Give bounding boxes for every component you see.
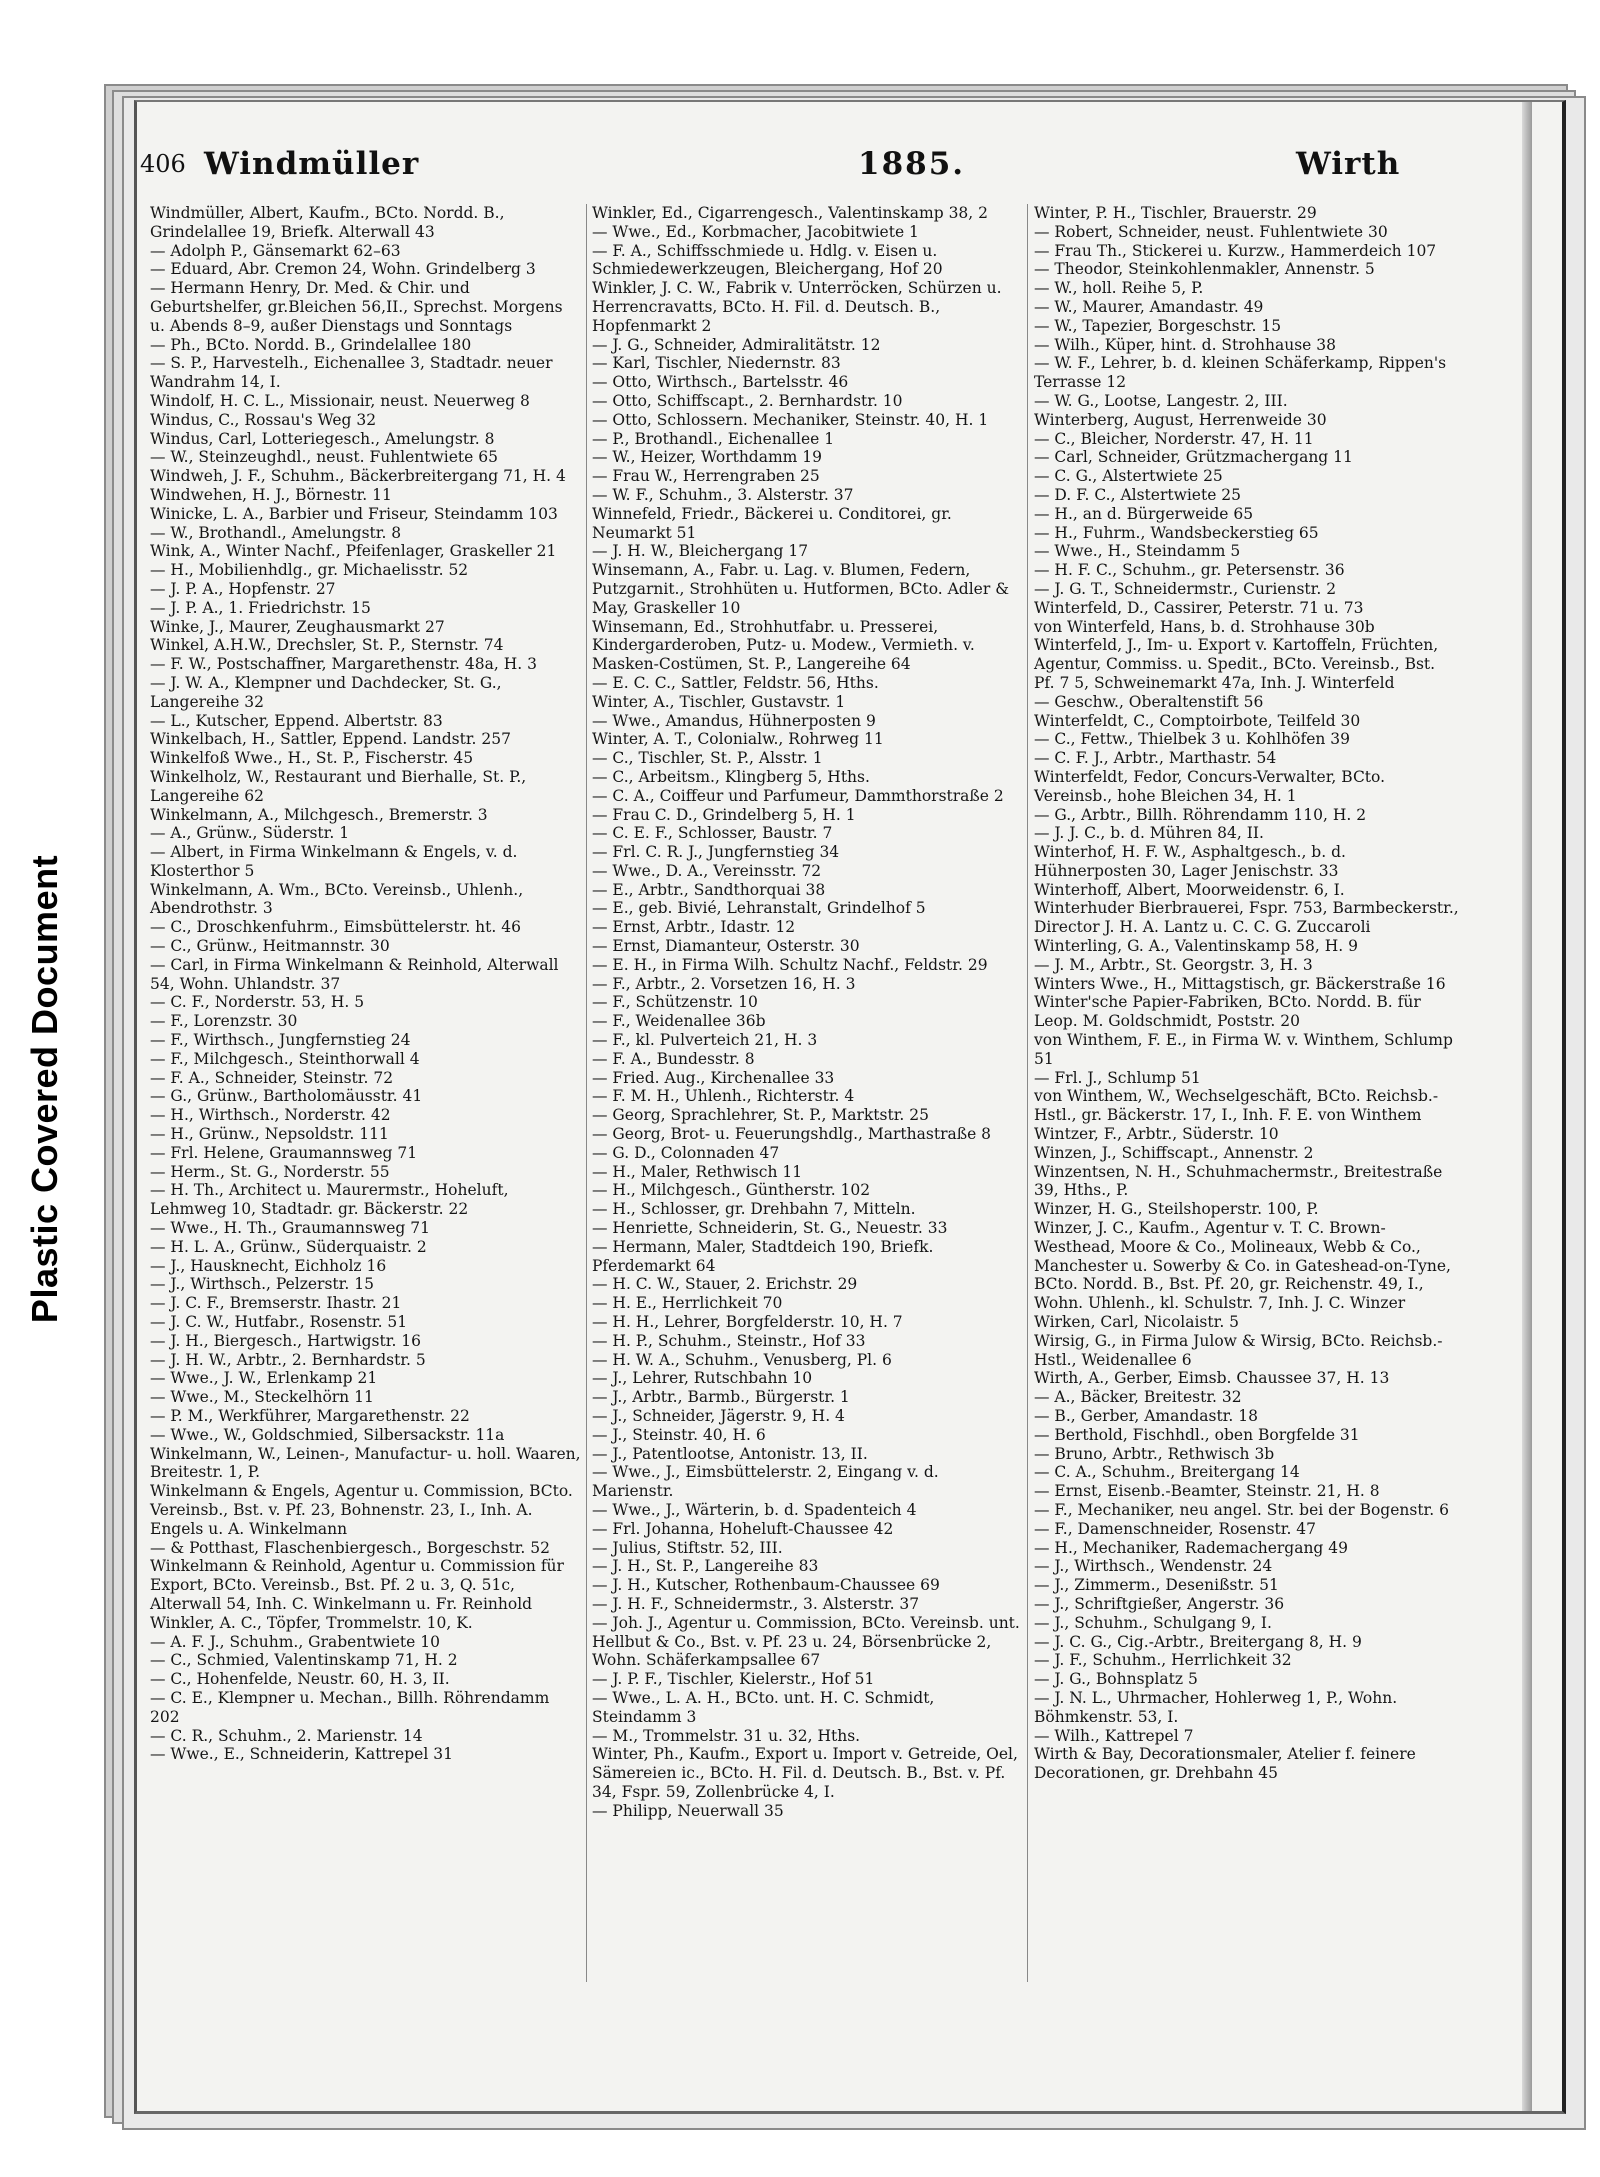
directory-entry: — C., Grünw., Heitmannstr. 30 [150,937,390,956]
directory-entry: Winterhoff, Albert, Moorweidenstr. 6, I. [1034,880,1345,899]
directory-entry: — Frl. C. R. J., Jungfernstieg 34 [592,843,840,862]
directory-entry: — Ernst, Diamanteur, Osterstr. 30 [592,937,860,956]
directory-entry: Winzer, H. G., Steilshoperstr. 100, P. [1034,1200,1319,1219]
directory-entry: — Ernst, Eisenb.-Beamter, Steinstr. 21, H. 8 [1034,1482,1380,1501]
directory-entry: — Frl. Helene, Graumannsweg 71 [150,1143,418,1162]
directory-entry: — F., Wirthsch., Jungfernstieg 24 [150,1031,411,1050]
directory-entry: Wintzer, F., Arbtr., Süderstr. 10 [1034,1125,1279,1144]
directory-entry: — Theodor, Steinkohlenmakler, Annenstr. 5 [1034,260,1375,279]
directory-entry: Winter, P. H., Tischler, Brauerstr. 29 [1034,204,1317,222]
directory-entry: — Bruno, Arbtr., Rethwisch 3b [1034,1444,1275,1463]
directory-entry: — Georg, Brot- u. Feuerungshdlg., Marthastraße 8 [592,1125,992,1144]
directory-entry: — H., Milchgesch., Güntherstr. 102 [592,1181,871,1200]
directory-entry: Winkelmann & Engels, Agentur u. Commission, BCto. Vereinsb., Bst. v. Pf. 23, Bohnenstr. 23, I., Inh. A. Engels u. A. Winkelmann [150,1482,573,1538]
directory-entry: — H., Mobilienhdlg., gr. Michaelisstr. 52 [150,561,469,580]
directory-entry: — W., Brothandl., Amelungstr. 8 [150,523,402,542]
directory-entry: — Wwe., H., Steindamm 5 [1034,542,1241,561]
directory-entry: — C., Fettw., Thielbek 3 u. Kohlhöfen 39 [1034,730,1351,749]
directory-entry: — C. E., Klempner u. Mechan., Billh. Röhrendamm 202 [150,1688,550,1726]
directory-entry: — H. H., Lehrer, Borgfelderstr. 10, H. 7 [592,1313,903,1332]
directory-entry: — Wwe., Amandus, Hühnerposten 9 [592,711,876,730]
directory-entry: — H. W. A., Schuhm., Venusberg, Pl. 6 [592,1350,892,1369]
directory-entry: Winterfeldt, Fedor, Concurs-Verwalter, BCto. Vereinsb., hohe Bleichen 34, H. 1 [1034,767,1386,805]
directory-entry: — J. H., Biergesch., Hartwigstr. 16 [150,1331,422,1350]
directory-entry: — C. E. F., Schlosser, Baustr. 7 [592,824,833,843]
directory-entry: — Hermann, Maler, Stadtdeich 190, Briefk. Pferdemarkt 64 [592,1237,934,1275]
directory-entry: — C. R., Schuhm., 2. Marienstr. 14 [150,1726,423,1745]
directory-entry: — J. C. F., Bremserstr. Ihastr. 21 [150,1294,402,1313]
directory-entry: — J., Schneider, Jägerstr. 9, H. 4 [592,1407,845,1425]
directory-entry: — Ph., BCto. Nordd. B., Grindelallee 180 [150,335,472,354]
directory-entry: — W. G., Lootse, Langestr. 2, III. [1034,391,1288,410]
directory-entry: — G., Grünw., Bartholomäusstr. 41 [150,1087,423,1106]
directory-entry: — W., holl. Reihe 5, P. [1034,279,1204,298]
directory-entry: Winterfeld, D., Cassirer, Peterstr. 71 u. 73 [1034,598,1364,617]
directory-entry: — E., Arbtr., Sandthorquai 38 [592,880,826,899]
directory-entry: — J. W. A., Klempner und Dachdecker, St. G., Langereihe 32 [150,673,502,711]
directory-entry: — B., Gerber, Amandastr. 18 [1034,1407,1258,1425]
directory-entry: — H., Maler, Rethwisch 11 [592,1162,803,1181]
directory-entry: — J. C. G., Cig.-Arbtr., Breitergang 8, H. 9 [1034,1632,1362,1651]
directory-entry: — F. M. H., Uhlenh., Richterstr. 4 [592,1087,855,1106]
directory-entry: — Wilh., Küper, hint. d. Strohhause 38 [1034,335,1336,354]
directory-entry: — J., Arbtr., Barmb., Bürgerstr. 1 [592,1388,850,1407]
directory-entry: Winter'sche Papier-Fabriken, BCto. Nordd. B. für Leop. M. Goldschmidt, Poststr. 20 [1034,993,1421,1031]
directory-entry: — S. P., Harvestelh., Eichenallee 3, Stadtadr. neuer Wandrahm 14, I. [150,354,553,392]
header-year: 1885. [858,146,966,182]
directory-entry: — C., Schmied, Valentinskamp 71, H. 2 [150,1651,458,1670]
page-number: 406 [140,150,186,178]
directory-entry: — & Potthast, Flaschenbiergesch., Borgeschstr. 52 [150,1538,550,1557]
directory-entry: — F., Schützenstr. 10 [592,993,758,1012]
directory-entry: — J., Lehrer, Rutschbahn 10 [592,1369,813,1388]
directory-entry: — J. C. W., Hutfabr., Rosenstr. 51 [150,1313,408,1332]
column-rule-right [1027,204,1028,1982]
running-header [140,146,1401,192]
directory-entry: — F., Damenschneider, Rosenstr. 47 [1034,1519,1317,1538]
directory-entry: — J. G. T., Schneidermstr., Curienstr. 2 [1034,579,1337,598]
directory-entry: — C., Droschkenfuhrm., Eimsbüttelerstr. ht. 46 [150,918,521,937]
directory-entry: — Carl, Schneider, Grützmachergang 11 [1034,448,1353,467]
directory-entry: — Wwe., Ed., Korbmacher, Jacobitwiete 1 [592,222,919,241]
directory-entry: — D. F. C., Alstertwiete 25 [1034,485,1242,504]
header-left-word: Windmüller [204,146,420,182]
directory-entry: — Frl. J., Schlump 51 [1034,1068,1201,1087]
directory-entry: — E., geb. Bivié, Lehranstalt, Grindelhof 5 [592,899,926,918]
header-right-word: Wirth [1296,146,1401,182]
directory-entry: — J., Patentlootse, Antonistr. 13, II. [592,1444,868,1463]
directory-entry: — Otto, Wirthsch., Bartelsstr. 46 [592,373,849,392]
directory-entry: — G., Arbtr., Billh. Röhrendamm 110, H. 2 [1034,805,1367,824]
directory-entry: — W., Tapezier, Borgeschstr. 15 [1034,316,1282,335]
directory-entry: — W., Maurer, Amandastr. 49 [1034,297,1264,316]
directory-entry: — Otto, Schlossern. Mechaniker, Steinstr. 40, H. 1 [592,410,989,429]
directory-entry: Wirken, Carl, Nicolaistr. 5 [1034,1313,1240,1332]
directory-entry: Winter, A. T., Colonialw., Rohrweg 11 [592,730,884,749]
directory-entry: — Joh. J., Agentur u. Commission, BCto. Vereinsb. unt. Hellbut & Co., Bst. v. Pf. 23 u. 24, Börsenbrücke 2, Wohn. Schäferkampsallee 67 [592,1613,1020,1670]
directory-entry: Winsemann, A., Fabr. u. Lag. v. Blumen, Federn, Putzgarnit., Strohhüten u. Hutformen, BCto. Adler & May, Graskeller 10 [592,561,1009,617]
directory-entry: Windweh, J. F., Schuhm., Bäckerbreitergang 71, H. 4 [150,467,566,486]
directory-entry: — F., Lorenzstr. 30 [150,1012,298,1031]
directory-entry: — J. N. L., Uhrmacher, Hohlerweg 1, P., Wohn. Böhmkenstr. 53, I. [1034,1688,1398,1726]
directory-entry: — C., Arbeitsm., Klingberg 5, Hths. [592,767,870,786]
directory-entry: — H., Mechaniker, Rademachergang 49 [1034,1538,1349,1557]
directory-entry: — A. F. J., Schuhm., Grabentwiete 10 [150,1632,440,1651]
directory-entry: — H., Schlosser, gr. Drehbahn 7, Mitteln. [592,1200,916,1219]
directory-entry: — W., Heizer, Worthdamm 19 [592,448,823,467]
directory-entry: — Wwe., E., Schneiderin, Kattrepel 31 [150,1745,453,1764]
directory-entry: — F., kl. Pulverteich 21, H. 3 [592,1031,818,1050]
directory-entry: — Wwe., J., Eimsbüttelerstr. 2, Eingang v. d. Marienstr. [592,1463,939,1501]
directory-entry: Windus, C., Rossau's Weg 32 [150,410,377,429]
directory-entry: — Wwe., M., Steckelhörn 11 [150,1388,374,1407]
directory-entry: — F., Arbtr., 2. Vorsetzen 16, H. 3 [592,974,856,993]
directory-entry: — H. P., Schuhm., Steinstr., Hof 33 [592,1331,866,1350]
directory-entry: Winter, Ph., Kaufm., Export u. Import v. Getreide, Oel, Sämereien ic., BCto. H. Fil. d. Deutsch. B., Bst. v. Pf. 34, Fspr. 59, Zollenbrücke 4, I. [592,1745,1018,1801]
directory-entry: — P., Brothandl., Eichenallee 1 [592,429,835,448]
directory-entry: — J. M., Arbtr., St. Georgstr. 3, H. 3 [1034,955,1313,974]
directory-entry: — E. C. C., Sattler, Feldstr. 56, Hths. [592,673,879,692]
directory-entry: — Geschw., Oberaltenstift 56 [1034,692,1264,711]
directory-entry: — W. F., Lehrer, b. d. kleinen Schäferkamp, Rippen's Terrasse 12 [1034,354,1447,392]
directory-entry: — Otto, Schiffscapt., 2. Bernhardstr. 10 [592,391,903,410]
directory-entry: — H. F. C., Schuhm., gr. Petersenstr. 36 [1034,561,1345,580]
directory-entry: — J. P. A., Hopfenstr. 27 [150,579,336,598]
directory-entry: — Fried. Aug., Kirchenallee 33 [592,1068,835,1087]
directory-entry: — Henriette, Schneiderin, St. G., Neuestr. 33 [592,1219,948,1238]
directory-entry: — Hermann Henry, Dr. Med. & Chir. und Geburtshelfer, gr.Bleichen 56,II., Sprechst. Morgens u. Abends 8–9, außer Dienstags und Sonntags [150,279,563,335]
directory-entry: Winkelmann, A., Milchgesch., Bremerstr. 3 [150,805,488,824]
directory-entry: — J. F., Schuhm., Herrlichkeit 32 [1034,1651,1292,1670]
directory-entry: — W., Steinzeughdl., neust. Fuhlentwiete 65 [150,448,498,467]
directory-entry: — C. A., Schuhm., Breitergang 14 [1034,1463,1300,1482]
directory-entry: — M., Trommelstr. 31 u. 32, Hths. [592,1726,861,1745]
directory-entry: — G. D., Colonnaden 47 [592,1143,780,1162]
directory-entry: — Frl. Johanna, Hoheluft-Chaussee 42 [592,1519,894,1538]
directory-entry: Winterling, G. A., Valentinskamp 58, H. 9 [1034,937,1358,956]
directory-entry: — J. J. C., b. d. Mühren 84, II. [1034,824,1264,843]
directory-entry: — Julius, Stiftstr. 52, III. [592,1538,783,1557]
directory-entry: Winsemann, Ed., Strohhutfabr. u. Presserei, Kindergarderoben, Putz- u. Modew., Vermieth. v. Masken-Costümen, St. P., Langereihe 64 [592,617,975,674]
directory-entry: — Wilh., Kattrepel 7 [1034,1726,1194,1745]
directory-entry: — Frau C. D., Grindelberg 5, H. 1 [592,805,856,824]
directory-entry: — Karl, Tischler, Niedernstr. 83 [592,354,841,373]
directory-entry: Windwehen, H. J., Börnestr. 11 [150,485,392,504]
directory-entry: Winkler, J. C. W., Fabrik v. Unterröcken, Schürzen u. Herrencravatts, BCto. H. Fil. d. Deutsch. B., Hopfenmarkt 2 [592,279,1002,335]
directory-entry: Winzentsen, N. H., Schuhmachermstr., Breitestraße 39, Hths., P. [1034,1162,1443,1200]
directory-entry: — C., Hohenfelde, Neustr. 60, H. 3, II. [150,1670,450,1689]
directory-entry: Winterfeld, J., Im- u. Export v. Kartoffeln, Früchten, Agentur, Commiss. u. Spedit., BCto. Vereinsb., Bst. Pf. 7 5, Schweinemarkt 47a, Inh. J. Winterfeld [1034,636,1439,692]
directory-entry: — C. F. J., Arbtr., Marthastr. 54 [1034,749,1277,768]
directory-entry: — Adolph P., Gänsemarkt 62–63 [150,241,401,260]
directory-column-right [1034,204,1460,1783]
directory-entry: Winkelholz, W., Restaurant und Bierhalle, St. P., Langereihe 62 [150,767,527,805]
directory-entry: — Wwe., J., Wärterin, b. d. Spadenteich 4 [592,1500,917,1519]
directory-entry: Windolf, H. C. L., Missionair, neust. Neuerweg 8 [150,391,530,410]
directory-entry: — A., Grünw., Süderstr. 1 [150,824,350,843]
directory-entry: — P. M., Werkführer, Margarethenstr. 22 [150,1407,470,1425]
directory-entry: — Albert, in Firma Winkelmann & Engels, v. d. Klosterthor 5 [150,843,518,880]
directory-entry: Winter, A., Tischler, Gustavstr. 1 [592,692,846,711]
directory-entry: Winkelmann, A. Wm., BCto. Vereinsb., Uhlenh., Abendrothstr. 3 [150,880,524,918]
directory-entry: — H., an d. Bürgerweide 65 [1034,504,1254,523]
page-gutter [1522,102,1532,2111]
directory-entry: — Carl, in Firma Winkelmann & Reinhold, Alterwall 54, Wohn. Uhlandstr. 37 [150,955,559,993]
directory-entry: — L., Kutscher, Eppend. Albertstr. 83 [150,711,443,730]
directory-entry: Wirth & Bay, Decorationsmaler, Atelier f. feinere Decorationen, gr. Drehbahn 45 [1034,1745,1416,1783]
directory-entry: — Ernst, Arbtr., Idastr. 12 [592,918,796,937]
directory-entry: Winterberg, August, Herrenweide 30 [1034,410,1327,429]
directory-entry: Winkelmann, W., Leinen-, Manufactur- u. holl. Waaren, Breitestr. 1, P. [150,1444,581,1482]
directory-entry: Winzer, J. C., Kaufm., Agentur v. T. C. Brown-Westhead, Moore & Co., Molineaux, Webb & Co., Manchester u. Sowerby & Co. in Gateshead-on-Tyne, BCto. Nordd. B., Bst. Pf. 20, gr. Reichenstr. 49, I., Wohn. Uhlenh., kl. Schulstr. 7, Inh. J. C. Winzer [1034,1219,1451,1313]
directory-entry: — E. H., in Firma Wilh. Schultz Nachf., Feldstr. 29 [592,955,988,974]
directory-entry: — J. H., St. P., Langereihe 83 [592,1557,819,1576]
directory-entry: Winkel, A.H.W., Drechsler, St. P., Sternstr. 74 [150,636,504,655]
directory-entry: von Winthem, W., Wechselgeschäft, BCto. Reichsb.-Hstl., gr. Bäckerstr. 17, I., Inh. F. E. von Winthem [1034,1087,1439,1125]
directory-entry: Winkelfoß Wwe., H., St. P., Fischerstr. 45 [150,749,474,768]
directory-entry: — J., Steinstr. 40, H. 6 [592,1425,766,1444]
directory-column-left [150,204,582,1764]
directory-entry: — J., Hausknecht, Eichholz 16 [150,1256,387,1275]
directory-entry: — Wwe., W., Goldschmied, Silbersackstr. 11a [150,1425,505,1444]
directory-entry: — Wwe., J. W., Erlenkamp 21 [150,1369,378,1388]
directory-entry: — Georg, Sprachlehrer, St. P., Marktstr. 25 [592,1106,929,1125]
side-label [0,0,90,2177]
directory-entry: — H. C. W., Stauer, 2. Erichstr. 29 [592,1275,858,1294]
directory-entry: Winicke, L. A., Barbier und Friseur, Steindamm 103 [150,504,558,523]
directory-entry: — J. H. F., Schneidermstr., 3. Alsterstr. 37 [592,1594,920,1613]
directory-entry: — F., Mechaniker, neu angel. Str. bei der Bogenstr. 6 [1034,1500,1449,1519]
directory-entry: — Wwe., H. Th., Graumannsweg 71 [150,1219,430,1238]
directory-entry: — F., Milchgesch., Steinthorwall 4 [150,1049,420,1068]
directory-entry: — J. P. A., 1. Friedrichstr. 15 [150,598,371,617]
directory-entry: — Wwe., L. A. H., BCto. unt. H. C. Schmidt, Steindamm 3 [592,1688,935,1726]
directory-entry: — Frau W., Herrengraben 25 [592,467,820,486]
directory-entry: — A., Bäcker, Breitestr. 32 [1034,1388,1242,1407]
directory-entry: — H., Fuhrm., Wandsbeckerstieg 65 [1034,523,1319,542]
directory-entry: — Eduard, Abr. Cremon 24, Wohn. Grindelberg 3 [150,260,536,279]
side-label-text: Plastic Covered Document [24,854,66,1323]
directory-entry: — J., Wirthsch., Wendenstr. 24 [1034,1557,1273,1576]
directory-entry: Winke, J., Maurer, Zeughausmarkt 27 [150,617,445,636]
directory-entry: — Philipp, Neuerwall 35 [592,1801,784,1820]
column-rule-left [586,204,587,1982]
directory-entry: — J. H. W., Bleichergang 17 [592,542,809,561]
directory-entry: Winterhof, H. F. W., Asphaltgesch., b. d. Hühnerposten 30, Lager Jenischstr. 33 [1034,843,1346,880]
directory-entry: — J. P. F., Tischler, Kielerstr., Hof 51 [592,1670,875,1689]
directory-entry: — H. Th., Architect u. Maurermstr., Hoheluft, Lehmweg 10, Stadtadr. gr. Bäckerstr. 22 [150,1181,509,1219]
directory-entry: Winkler, Ed., Cigarrengesch., Valentinskamp 38, 2 [592,204,989,222]
directory-entry: von Winthem, F. E., in Firma W. v. Winthem, Schlump 51 [1034,1031,1453,1068]
directory-entry: — J. H., Kutscher, Rothenbaum-Chaussee 69 [592,1576,940,1595]
directory-entry: — J., Zimmerm., Desenißstr. 51 [1034,1576,1279,1595]
directory-entry: Winterfeldt, C., Comptoirbote, Teilfeld 30 [1034,711,1361,730]
directory-entry: — Herm., St. G., Norderstr. 55 [150,1162,390,1181]
directory-entry: Wink, A., Winter Nachf., Pfeifenlager, Graskeller 21 [150,542,557,561]
directory-entry: Winkelmann & Reinhold, Agentur u. Commission für Export, BCto. Vereinsb., Bst. Pf. 2 u. 3, Q. 51c, Alterwall 54, Inh. C. Winkelmann u. Fr. Reinhold [150,1557,564,1613]
directory-entry: — W. F., Schuhm., 3. Alsterstr. 37 [592,485,854,504]
directory-entry: — J. G., Bohnsplatz 5 [1034,1670,1198,1689]
directory-entry: — Berthold, Fischhdl., oben Borgfelde 31 [1034,1425,1360,1444]
directory-entry: — F. A., Schneider, Steinstr. 72 [150,1068,394,1087]
directory-entry: von Winterfeld, Hans, b. d. Strohhause 30b [1034,617,1375,636]
directory-entry: Windmüller, Albert, Kaufm., BCto. Nordd. B., Grindelallee 19, Briefk. Alterwall 43 [150,204,505,241]
directory-entry: — J. G., Schneider, Admiralitätstr. 12 [592,335,881,354]
directory-entry: — F. W., Postschaffner, Margarethenstr. 48a, H. 3 [150,655,537,674]
directory-entry: — H., Grünw., Nepsoldstr. 111 [150,1125,389,1144]
directory-entry: — Robert, Schneider, neust. Fuhlentwiete 30 [1034,222,1388,241]
directory-entry: Winkelbach, H., Sattler, Eppend. Landstr. 257 [150,730,511,749]
directory-entry: — J. H. W., Arbtr., 2. Bernhardstr. 5 [150,1350,426,1369]
directory-entry: — F. A., Schiffsschmiede u. Hdlg. v. Eisen u. Schmiedewerkzeugen, Bleichergang, Hof 20 [592,241,943,279]
directory-entry: — C. A., Coiffeur und Parfumeur, Dammthorstraße 2 [592,786,1004,805]
directory-entry: Winterhuder Bierbrauerei, Fspr. 753, Barmbeckerstr., Director J. H. A. Lantz u. C. C. G. Zuccaroli [1034,899,1459,937]
directory-entry: — H. E., Herrlichkeit 70 [592,1294,783,1313]
directory-entry: — J., Schriftgießer, Angerstr. 36 [1034,1594,1285,1613]
directory-entry: Wirth, A., Gerber, Eimsb. Chaussee 37, H. 13 [1034,1369,1390,1388]
directory-entry: — H. L. A., Grünw., Süderquaistr. 2 [150,1237,427,1256]
directory-entry: — F., Weidenallee 36b [592,1012,766,1031]
directory-entry: — F. A., Bundesstr. 8 [592,1049,755,1068]
directory-entry: Winters Wwe., H., Mittagstisch, gr. Bäckerstraße 16 [1034,974,1446,993]
directory-entry: — C., Bleicher, Norderstr. 47, H. 11 [1034,429,1314,448]
directory-entry: — C. F., Norderstr. 53, H. 5 [150,993,365,1012]
directory-entry: — Wwe., D. A., Vereinsstr. 72 [592,861,822,880]
directory-entry: — Frau Th., Stickerei u. Kurzw., Hammerdeich 107 [1034,241,1437,260]
directory-entry: Winkler, A. C., Töpfer, Trommelstr. 10, K. [150,1613,473,1632]
directory-entry: Winzen, J., Schiffscapt., Annenstr. 2 [1034,1143,1314,1162]
directory-column-middle [592,204,1024,1821]
directory-entry: — H., Wirthsch., Norderstr. 42 [150,1106,391,1125]
directory-entry: — C. G., Alstertwiete 25 [1034,467,1223,486]
directory-entry: — C., Tischler, St. P., Alsstr. 1 [592,749,823,768]
directory-entry: Windus, Carl, Lotteriegesch., Amelungstr. 8 [150,429,495,448]
directory-entry: Wirsig, G., in Firma Julow & Wirsig, BCto. Reichsb.-Hstl., Weidenallee 6 [1034,1331,1443,1369]
directory-entry: — J., Schuhm., Schulgang 9, I. [1034,1613,1272,1632]
directory-entry: — J., Wirthsch., Pelzerstr. 15 [150,1275,374,1294]
directory-entry: Winnefeld, Friedr., Bäckerei u. Conditorei, gr. Neumarkt 51 [592,504,952,542]
